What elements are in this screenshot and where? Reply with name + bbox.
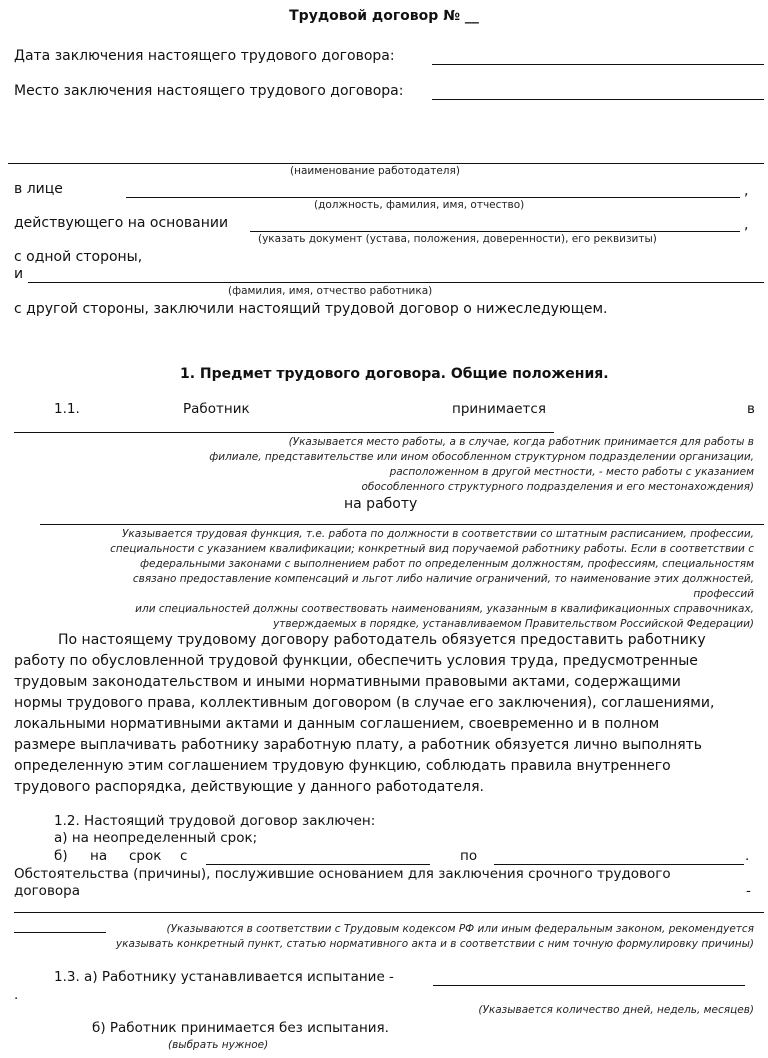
clause-1-3-option-b: б) Работник принимается без испытания. <box>92 1020 389 1036</box>
acting-fill-line[interactable] <box>250 231 740 232</box>
document-title: Трудовой договор № __ <box>289 8 479 24</box>
clause-1-2-option-b: срок <box>129 848 162 864</box>
date-label: Дата заключения настоящего трудового договора: <box>14 48 395 64</box>
body-line: нормы трудового права, коллективным договором (в случае его заключения), соглашениями, <box>14 695 715 711</box>
trial-note: (Указывается количество дней, недель, месяцев) <box>478 1004 754 1016</box>
in-person-label: в лице <box>14 181 63 197</box>
period: . <box>745 848 750 864</box>
reason-fill-line[interactable] <box>14 912 764 913</box>
clause-1-2-option-b: на <box>90 848 108 864</box>
job-function-fill-line[interactable] <box>40 524 764 525</box>
body-line: По настоящему трудовому договору работодатель обязуется предоставить работнику <box>58 632 706 648</box>
circumstances-line: договора <box>14 883 81 899</box>
workplace-note: расположенном в другой местности, - место работы с указанием <box>389 466 754 478</box>
in-person-caption: (должность, фамилия, имя, отчество) <box>314 199 525 211</box>
workplace-fill-line[interactable] <box>14 432 554 433</box>
one-side-text: с одной стороны, <box>14 249 143 265</box>
place-fill-line[interactable] <box>432 99 764 100</box>
clause-1-2-option-a: а) на неопределенный срок; <box>54 830 258 846</box>
term-end-fill-line[interactable] <box>494 864 744 865</box>
clause-1-2-option-b: по <box>460 848 478 864</box>
function-note: утверждаемых в порядке, устанавливаемом Правительством Российской Федерации) <box>273 618 754 630</box>
clause-1-1-number: 1.1. <box>54 401 80 417</box>
function-note: специальности с указанием квалификации; конкретный вид поручаемой работнику работы. Если в соответствии с <box>110 543 754 555</box>
acting-label: действующего на основании <box>14 215 229 231</box>
clause-1-2-heading: 1.2. Настоящий трудовой договор заключен: <box>54 813 376 829</box>
circumstances-line: Обстоятельства (причины), послужившие основанием для заключения срочного трудового <box>14 866 671 882</box>
body-line: трудовым законодательством и иными нормативными правовыми актами, содержащими <box>14 674 681 690</box>
clause-1-1-word: принимается <box>452 401 546 417</box>
clause-1-3-option-a: 1.3. а) Работнику устанавливается испытание - <box>54 969 394 985</box>
to-work-label: на работу <box>344 496 418 512</box>
workplace-note: обособленного структурного подразделения и его местонахождения) <box>361 481 754 493</box>
comma: , <box>744 217 749 233</box>
clause-1-1-word: Работник <box>183 401 250 417</box>
period: . <box>14 987 19 1003</box>
function-note: Указывается трудовая функция, т.е. работа по должности в соответствии со штатным расписанием, профессии, <box>121 528 754 540</box>
dash: - <box>746 883 751 899</box>
in-person-fill-line[interactable] <box>126 197 740 198</box>
body-line: трудового распорядка, действующие у данного работодателя. <box>14 779 484 795</box>
section-1-heading: 1. Предмет трудового договора. Общие положения. <box>180 366 609 382</box>
choose-note: (выбрать нужное) <box>168 1039 269 1051</box>
function-note: федеральными законами с выполнением работ по определенным должностям, профессиям, специальностям <box>140 558 754 570</box>
function-note: или специальностей должны соотвествовать наименованиям, указанным в квалификационных справочниках, <box>135 603 754 615</box>
body-line: локальными нормативными актами и данным соглашением, своевременно и в полном <box>14 716 660 732</box>
trial-period-fill-line[interactable] <box>433 985 745 986</box>
reason-fill-line[interactable] <box>14 932 106 933</box>
reason-note: (Указываются в соответствии с Трудовым кодексом РФ или иным федеральным законом, рекомендуется <box>166 923 754 935</box>
body-line: размере выплачивать работнику заработную плату, а работник обязуется лично выполнять <box>14 737 703 753</box>
clause-1-1-word: в <box>747 401 755 417</box>
reason-note: указывать конкретный пункт, статью нормативного акта и в соответствии с ним точную формулировку причины) <box>115 938 754 950</box>
date-fill-line[interactable] <box>432 64 764 65</box>
body-line: работу по обусловленной трудовой функции, обеспечить условия труда, предусмотренные <box>14 653 698 669</box>
acting-caption: (указать документ (устава, положения, доверенности), его реквизиты) <box>258 233 657 245</box>
comma: , <box>744 183 749 199</box>
clause-1-2-option-b: с <box>180 848 188 864</box>
and-label: и <box>14 266 24 282</box>
employer-caption: (наименование работодателя) <box>290 165 460 177</box>
term-start-fill-line[interactable] <box>206 864 430 865</box>
employer-fill-line[interactable] <box>8 163 764 164</box>
employee-fill-line[interactable] <box>28 282 764 283</box>
body-line: определенную этим соглашением трудовую функцию, соблюдать правила внутреннего <box>14 758 671 774</box>
other-side-text: с другой стороны, заключили настоящий трудовой договор о нижеследующем. <box>14 301 608 317</box>
function-note: профессий <box>693 588 754 600</box>
employee-caption: (фамилия, имя, отчество работника) <box>228 285 433 297</box>
clause-1-2-option-b: б) <box>54 848 68 864</box>
function-note: связано предоставление компенсаций и льгот либо наличие ограничений, то наименование этих должностей, <box>132 573 754 585</box>
workplace-note: филиале, представительстве или ином обособленном структурном подразделении организации, <box>209 451 754 463</box>
place-label: Место заключения настоящего трудового договора: <box>14 83 404 99</box>
workplace-note: (Указывается место работы, а в случае, когда работник принимается для работы в <box>288 436 754 448</box>
